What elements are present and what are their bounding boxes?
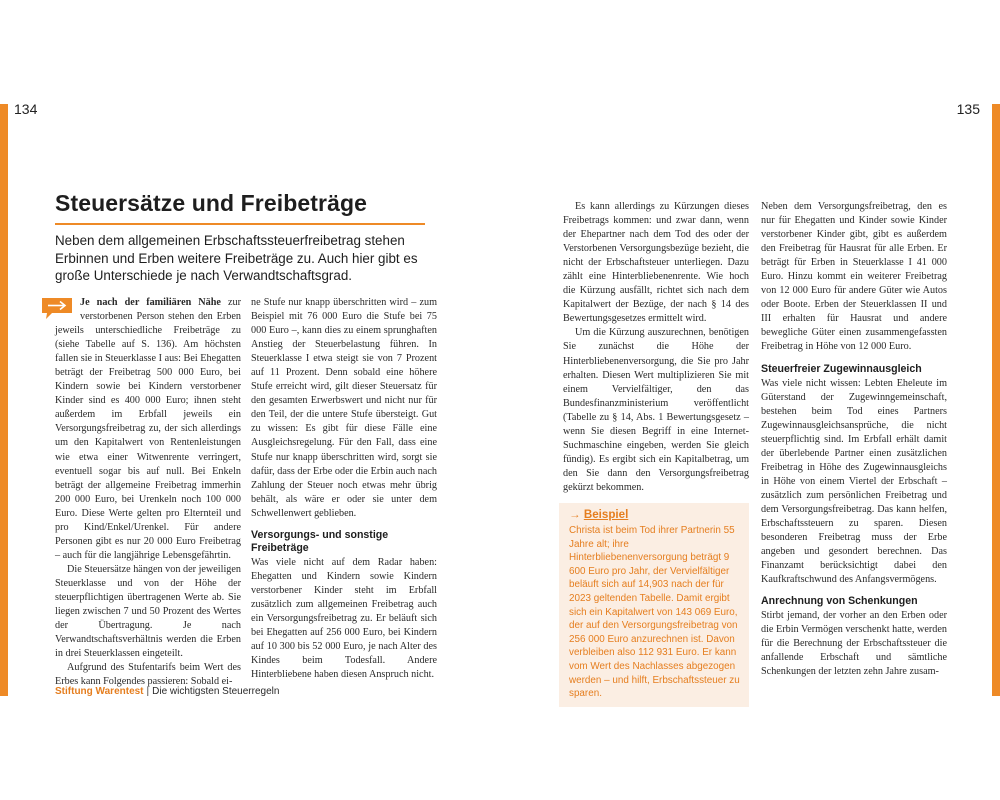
page-footer (55, 686, 279, 697)
footer-separator: | (146, 686, 150, 697)
paragraph: Die Steuersätze hängen von der jeweiligen Steuerklasse und von der Höhe der steuerpflichtigen übertragenen Werte ab. Sie liegen zwischen 7 und 50 Prozent des Wertes der Übertragung. Je nach Verwandtschaftsverhältnis werden die Erben in drei Steuerklassen eingeteilt. (55, 563, 241, 660)
section-heading: Versorgungs- und sonstige Freibeträge (251, 528, 389, 554)
section-heading: Anrechnung von Schenkungen (761, 595, 918, 608)
paragraph: Neben dem Versorgungsfreibetrag, den es nur für Ehegatten und Kinder sowie Kinder verstorbener Kinder gibt, gibt es außerdem den Freibetrag für Hausrat für alle Erben. Er beträgt für Erben in Steuerklasse I 41 000 Euro. Hinzu kommt ein weiterer Freibetrag von 12 000 Euro für andere Güter wie Autos oder Boote. Erben der Steuerklassen II und III erhalten für Hausrat und andere bewegliche Güter einen zusammengefassten Freibetrag in Höhe von 12 000 Euro. (761, 201, 947, 353)
page-title: Steuersätze und Freibeträge (55, 190, 368, 216)
footer-brand: Stiftung Warentest (55, 686, 144, 697)
paragraph: ne Stufe nur knapp überschritten wird – zum Beispiel mit 76 000 Euro die Stufe bei 75 000 Euro –, kann dies zu einem sprunghaften Anstieg der Steuerbelastung führen. In Steuerklasse I etwa steigt sie von 7 Prozent auf 11 Prozent. Denn sobald eine höhere Stufe erreicht wird, gilt dieser Steuersatz für den gesamten Erwerbswert und nicht nur für den Teil, der die untere Stufe übersteigt. Gut zu wissen: Es gibt für diese Fälle eine Ausgleichsregelung. Für den Fall, dass eine Stufe nur knapp überschritten wird, sorgt sie dafür, dass der Erbe oder die Erbin auch nach Zahlung der Steuer noch etwas mehr übrig behält, als wäre er oder sie unter dem Schwellenwert geblieben. (251, 297, 437, 519)
arrow-right-icon: → (569, 507, 581, 521)
example-box (559, 503, 749, 707)
paragraph: Aufgrund des Stufentarifs beim Wert des Erbes kann Folgendes passieren: Sobald ei- (55, 662, 241, 688)
paragraph (55, 296, 241, 563)
right-margin-bar (992, 104, 1000, 696)
paragraph: Was viele nicht auf dem Radar haben: Ehegatten und Kindern sowie Kindern verstorbener Kinder steht im Erbfall zusätzlich zum allgemeinen Freibetrag auch ein Versorgungsfreibetrag zu. Er beläuft sich bei Ehegatten auf 256 000 Euro, bei Kindern auf 10 300 bis 52 000 Euro, je nach Alter des Kindes beim Todesfall. Andere Hinterbliebene haben diesen Anspruch nicht. (251, 556, 437, 681)
arrow-right-icon (40, 296, 74, 320)
text-column-2 (251, 296, 437, 682)
footer-section: Die wichtigsten Steuerregeln (152, 686, 280, 697)
page-number-left: 134 (14, 101, 38, 117)
paragraph: Um die Kürzung auszurechnen, benötigen Sie zunächst die Höhe der Hinterbliebenenversorgung, die Sie pro Jahr erhalten. Diesen Wert multiplizieren Sie mit einem Vervielfältiger, den das Bundesfinanzministerium veröffentlicht (Tabelle zu § 14, Abs. 1 Bewertungsgesetz – wenn Sie diesen Begriff in eine Internet-Suchmaschine eingeben, werden Sie gleich fündig). Es ergibt sich ein Kapitalbetrag, um den Sie dann den Versorgungsfreibetrag gekürzt bekommen. (563, 327, 749, 493)
lead-in-text: Je nach der familiären Nähe (80, 297, 221, 308)
example-title: Beispiel (583, 507, 629, 521)
page-number-right: 135 (956, 101, 980, 117)
section-heading: Steuerfreier Zugewinnausgleich (761, 362, 922, 375)
lead-paragraph: Neben dem allgemeinen Erbschaftssteuerfreibetrag stehen Erbinnen und Erben weitere Freibeträge zu. Auch hier gibt es große Unterschiede je nach Verwandtschaftsgrad. (55, 233, 418, 283)
paragraph: Was viele nicht wissen: Lebten Eheleute im Güterstand der Zugewinngemeinschaft, bestehen beim Tod eines Partners Zugewinnausgleichsansprüche, die nicht steuerpflichtig sind. Im Erbfall erhält damit der überlebende Partner einen zusätzlichen Freibetrag in Höhe des Zugewinnausgleichs in Höhe von einem Viertel der Erbschaft – zusätzlich zum persönlichen Freibetrag und dem Versorgungsfreibetrag. Das kann helfen, Erbschaftssteuern zu sparen. Diesen besonderen Freibetrag muss der Erbe angeben und gesondert berechnen. Das Finanzamt berücksichtigt dabei den Kaufkraftschwund des Anfangsvermögens. (761, 377, 947, 586)
title-underline (55, 223, 425, 225)
paragraph: Stirbt jemand, der vorher an den Erben oder die Erbin Vermögen verschenkt hatte, werden für die Berechnung der Erbschaftssteuer die anfallende Erbschaft und sämtliche Schenkungen der letzten zehn Jahre zusam- (761, 610, 947, 678)
example-text: Christa ist beim Tod ihrer Partnerin 55 Jahre alt; ihre Hinterbliebenenversorgung beträgt 9 600 Euro pro Jahr, der Vervielfältiger beläuft sich auf 14,903 nach der für 2023 geltenden Tabelle. Damit ergibt sich ein Kapitalwert von 143 069 Euro, der auf den Versorgungsfreibetrag von 256 000 Euro anzurechnen ist. Davon verbleiben also 112 931 Euro. Er kann vom Wert des Nachlasses abgezogen werden – und hilft, Erbschaftssteuer zu sparen. (569, 524, 740, 700)
text-column-3 (563, 200, 749, 707)
text-column-1 (55, 296, 241, 689)
paragraph-text: zur verstorbenen Person stehen den Erben jeweils unterschiedliche Freibeträge zu (siehe Tabelle auf S. 136). Am höchsten fallen sie in Steuerklasse I aus: Bei Ehegatten beträgt der Freibetrag 500 000 Euro, bei Kindern sowie bei Kindern verstorbener Kinder sind es 400 000 Euro; ihnen steht außerdem im Erbfall jeweils ein Versorgungsfreibetrag zu, der sich allerdings um den Kapitalwert von Rentenleistungen wie etwa einer Witwenrente verringert, eventuell sogar bis auf null. Bei Enkeln beträgt der allgemeine Freibetrag immerhin 200 000 Euro, bei Urenkeln noch 100 000 Euro. Diese Werte gelten pro Elternteil und pro Kind/Enkel/Urenkel. Für andere Personen gibt es nur 20 000 Euro Freibetrag – auch für die langjährige Lebensgefährtin. (55, 297, 241, 561)
example-heading (569, 507, 743, 522)
text-column-4 (761, 200, 947, 679)
left-margin-bar (0, 104, 8, 696)
paragraph: Es kann allerdings zu Kürzungen dieses Freibetrags kommen: und zwar dann, wenn der Ehepartner nach dem Tod des oder der Verstorbenen Versorgungsbezüge bezieht, die nicht der Erbschaftsteuer unterliegen. Dazu zählt eine Hinterbliebenenrente. Wie hoch die Kürzung ausfällt, richtet sich nach dem Kapitalwert der Bezüge, der nach § 14 des Bewertungsgesetzes ermittelt wird. (563, 201, 749, 325)
